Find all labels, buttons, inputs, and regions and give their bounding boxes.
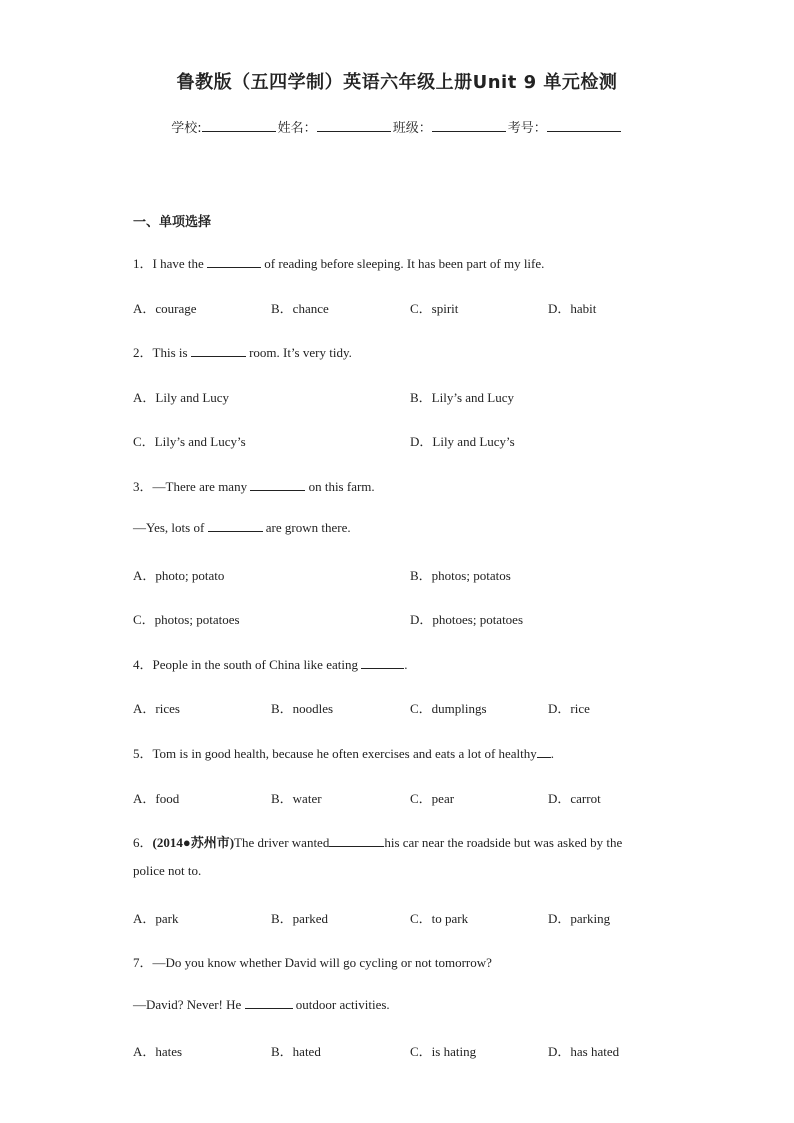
- question-7: [133, 952, 492, 971]
- option-d[interactable]: D．has hated: [548, 1044, 620, 1059]
- answer-blank[interactable]: [361, 657, 404, 669]
- option-c[interactable]: C．spirit: [410, 301, 459, 316]
- option-c[interactable]: C．Lily’s and Lucy’s: [133, 434, 246, 449]
- answer-blank[interactable]: [191, 345, 246, 357]
- question-text: —David? Never! He: [133, 997, 245, 1012]
- option-d[interactable]: D．habit: [548, 301, 597, 316]
- option-a[interactable]: A．rices: [133, 701, 180, 716]
- number-label: 考号：: [507, 121, 547, 136]
- page-title: 鲁教版（五四学制）英语六年级上册Unit 9 单元检测: [176, 72, 618, 93]
- option-c[interactable]: C．pear: [410, 791, 455, 806]
- name-label: 姓名：: [277, 121, 317, 136]
- option-b[interactable]: B．noodles: [271, 701, 334, 716]
- school-label: 学校:: [171, 121, 202, 136]
- question-text: .: [550, 746, 555, 761]
- option-d[interactable]: D．rice: [548, 701, 590, 716]
- question-number: 3．: [133, 479, 153, 494]
- question-7-reply: [133, 997, 390, 1013]
- question-text: on this farm.: [305, 479, 375, 494]
- question-text: room. It’s very tidy.: [245, 345, 352, 360]
- option-b[interactable]: B．hated: [271, 1044, 321, 1059]
- option-c[interactable]: C．is hating: [410, 1044, 477, 1059]
- option-d[interactable]: D．carrot: [548, 791, 601, 806]
- name-blank[interactable]: [317, 119, 391, 132]
- question-number: 7．: [133, 955, 153, 970]
- option-c[interactable]: C．dumplings: [410, 701, 487, 716]
- option-a[interactable]: A．Lily and Lucy: [133, 390, 230, 405]
- option-b[interactable]: B．Lily’s and Lucy: [410, 390, 514, 405]
- option-c[interactable]: C．to park: [410, 911, 469, 926]
- question-text: The driver wanted: [234, 835, 330, 850]
- option-a[interactable]: A．park: [133, 911, 179, 926]
- question-number: 1．: [133, 256, 153, 271]
- question-text: .: [404, 657, 408, 672]
- question-text: People in the south of China like eating: [152, 657, 362, 672]
- answer-blank[interactable]: [250, 479, 305, 491]
- option-d[interactable]: D．Lily and Lucy’s: [410, 434, 515, 449]
- question-1: [133, 253, 544, 272]
- school-blank[interactable]: [202, 119, 276, 132]
- question-number: 4．: [133, 657, 153, 672]
- question-3-reply: [133, 520, 351, 536]
- option-b[interactable]: B．water: [271, 791, 322, 806]
- answer-blank[interactable]: [208, 520, 263, 532]
- question-number: 5．: [133, 746, 153, 761]
- section-title: 一、单项选择: [133, 215, 212, 230]
- option-a[interactable]: A．hates: [133, 1044, 183, 1059]
- option-a[interactable]: A．photo; potato: [133, 568, 225, 583]
- question-text: outdoor activities.: [292, 997, 390, 1012]
- question-number: 6．: [133, 835, 153, 850]
- question-text: —Yes, lots of: [133, 520, 208, 535]
- answer-blank[interactable]: [537, 746, 551, 758]
- answer-blank[interactable]: [207, 256, 261, 268]
- option-a[interactable]: A．food: [133, 791, 180, 806]
- number-blank[interactable]: [547, 119, 621, 132]
- answer-blank[interactable]: [329, 835, 384, 847]
- option-d[interactable]: D．photoes; potatoes: [410, 612, 524, 627]
- option-c[interactable]: C．photos; potatoes: [133, 612, 240, 627]
- class-blank[interactable]: [432, 119, 506, 132]
- question-text: I have the: [152, 256, 208, 271]
- question-text: his car near the roadside but was asked by the: [384, 835, 623, 850]
- question-text: —Do you know whether David will go cycling or not tomorrow?: [152, 955, 492, 970]
- question-6: [133, 832, 622, 851]
- option-b[interactable]: B．chance: [271, 301, 329, 316]
- option-b[interactable]: B．photos; potatos: [410, 568, 511, 583]
- question-3: [133, 476, 375, 495]
- option-b[interactable]: B．parked: [271, 911, 329, 926]
- question-5: [133, 743, 554, 762]
- question-4: [133, 654, 407, 673]
- question-text: of reading before sleeping. It has been part of my life.: [261, 256, 545, 271]
- question-6-continued: police not to.: [133, 863, 202, 878]
- question-text: Tom is in good health, because he often exercises and eats a lot of healthy: [152, 746, 537, 761]
- option-a[interactable]: A．courage: [133, 301, 197, 316]
- student-info-line: [0, 117, 794, 136]
- class-label: 班级：: [392, 121, 432, 136]
- question-2: [133, 342, 352, 361]
- answer-blank[interactable]: [245, 997, 293, 1009]
- question-text: This is: [152, 345, 191, 360]
- question-source: (2014●苏州市): [152, 835, 235, 850]
- option-d[interactable]: D．parking: [548, 911, 611, 926]
- question-text: —There are many: [152, 479, 251, 494]
- question-number: 2．: [133, 345, 153, 360]
- question-text: are grown there.: [262, 520, 351, 535]
